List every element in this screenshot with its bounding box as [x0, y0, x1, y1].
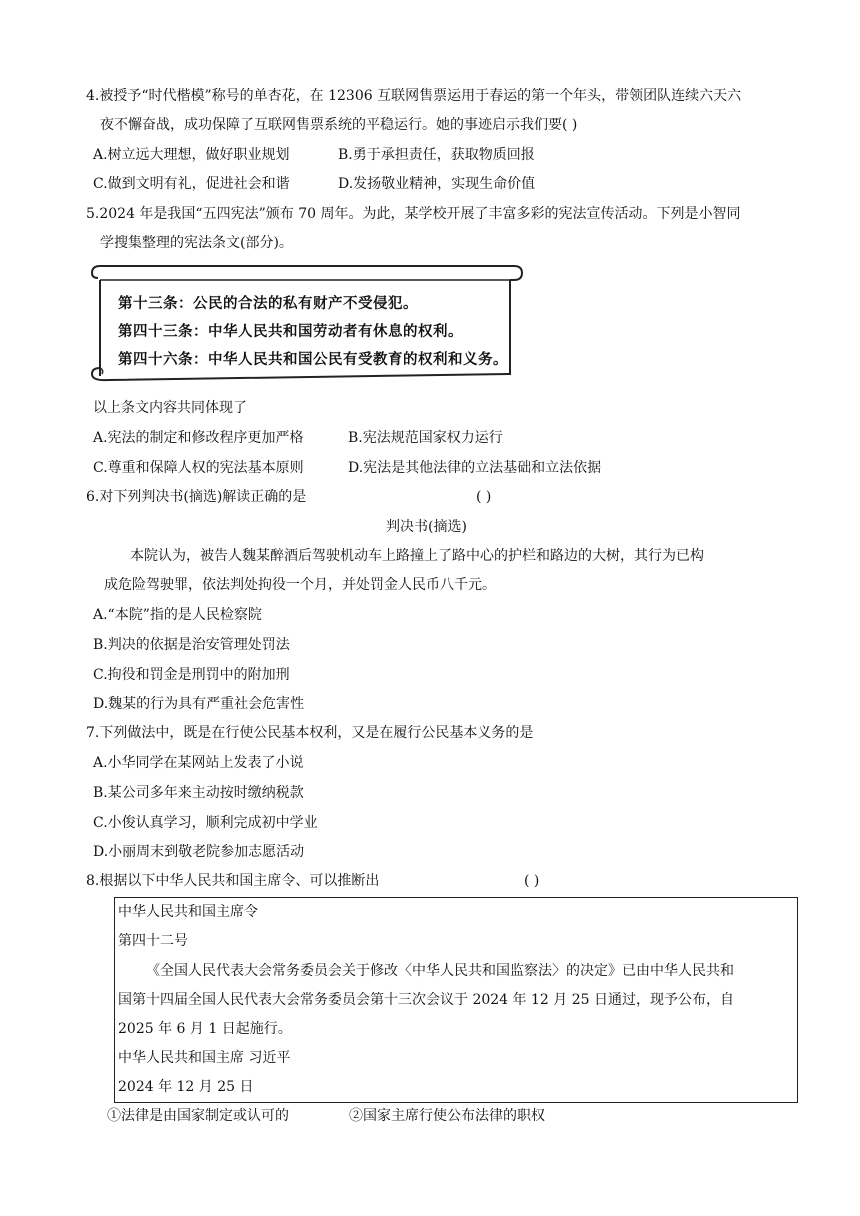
q4-option-a: A.树立远大理想，做好职业规划: [93, 147, 290, 163]
q4-option-d: D.发扬敬业精神，实现生命价值: [338, 176, 536, 192]
decree-title: 中华人民共和国主席令: [118, 904, 258, 920]
judgment-line2: 成危险驾驶罪，依法判处拘役一个月，并处罚金人民币八千元。: [104, 577, 496, 593]
article-46: 第四十六条：中华人民共和国公民有受教育的权利和义务。: [118, 352, 508, 368]
article-13: 第十三条：公民的合法的私有财产不受侵犯。: [118, 296, 418, 312]
q6-option-b: B.判决的依据是治安管理处罚法: [93, 637, 290, 653]
q6-option-c: C.拘役和罚金是刑罚中的附加刑: [93, 667, 290, 683]
decree-number: 第四十二号: [118, 933, 188, 949]
decree-date: 2024 年 12 月 25 日: [118, 1079, 254, 1095]
judgment-title: 判决书(摘选): [386, 519, 467, 535]
article-43: 第四十三条：中华人民共和国劳动者有休息的权利。: [118, 324, 463, 340]
q5-stem-question: 以上条文内容共同体现了: [93, 400, 247, 416]
q6-stem: 6.对下列判决书(摘选)解读正确的是: [86, 489, 307, 505]
q7-option-b: B.某公司多年来主动按时缴纳税款: [93, 785, 304, 801]
q6-option-d: D.魏某的行为具有严重社会危害性: [93, 696, 305, 712]
presidential-decree-box: [114, 897, 798, 1103]
q5-option-a: A.宪法的制定和修改程序更加严格: [93, 430, 304, 446]
decree-body-line2: 国第十四届全国人民代表大会常务委员会第十三次会议于 2024 年 12 月 25 日通过，现予公布，自: [118, 992, 734, 1008]
q4-option-c: C.做到文明有礼，促进社会和谐: [93, 176, 290, 192]
q5-option-c: C.尊重和保障人权的宪法基本原则: [93, 460, 304, 476]
q5-option-d: D.宪法是其他法律的立法基础和立法依据: [348, 460, 602, 476]
q6-answer-bracket: ( ): [476, 489, 492, 505]
constitution-scroll-image: [86, 262, 526, 384]
q4-stem-line1: 4.被授予“时代楷模”称号的单杏花，在 12306 互联网售票运用于春运的第一个年头，带领团队连续六天六: [86, 88, 742, 104]
q8-statement-2: ②国家主席行使公布法律的职权: [349, 1108, 545, 1124]
q4-stem-line2: 夜不懈奋战，成功保障了互联网售票系统的平稳运行。她的事迹启示我们要( ): [100, 117, 578, 133]
q6-option-a: A.“本院”指的是人民检察院: [93, 607, 262, 623]
q7-option-d: D.小丽周末到敬老院参加志愿活动: [93, 844, 305, 860]
q8-statement-1: ①法律是由国家制定或认可的: [107, 1108, 289, 1124]
q5-stem-line2: 学搜集整理的宪法条文(部分)。: [100, 235, 293, 251]
q7-stem: 7.下列做法中，既是在行使公民基本权利，又是在履行公民基本义务的是: [86, 725, 534, 741]
q8-answer-bracket: ( ): [524, 873, 540, 889]
judgment-line1: 本院认为，被告人魏某醉酒后驾驶机动车上路撞上了路中心的护栏和路边的大树，其行为已构: [130, 548, 704, 564]
q7-option-c: C.小俊认真学习，顺利完成初中学业: [93, 815, 318, 831]
decree-body-line1: 《全国人民代表大会常务委员会关于修改〈中华人民共和国监察法〉的决定》已由中华人民共和: [146, 963, 734, 979]
q8-stem: 8.根据以下中华人民共和国主席令、可以推断出: [86, 873, 380, 889]
q5-option-b: B.宪法规范国家权力运行: [348, 430, 503, 446]
q7-option-a: A.小华同学在某网站上发表了小说: [93, 755, 304, 771]
decree-signature: 中华人民共和国主席 习近平: [118, 1050, 291, 1066]
q4-option-b: B.勇于承担责任，获取物质回报: [338, 147, 535, 163]
decree-body-line3: 2025 年 6 月 1 日起施行。: [118, 1021, 292, 1037]
q5-stem-line1: 5.2024 年是我国“五四宪法”颁布 70 周年。为此，某学校开展了丰富多彩的宪法宣传活动。下列是小智同: [86, 206, 741, 222]
